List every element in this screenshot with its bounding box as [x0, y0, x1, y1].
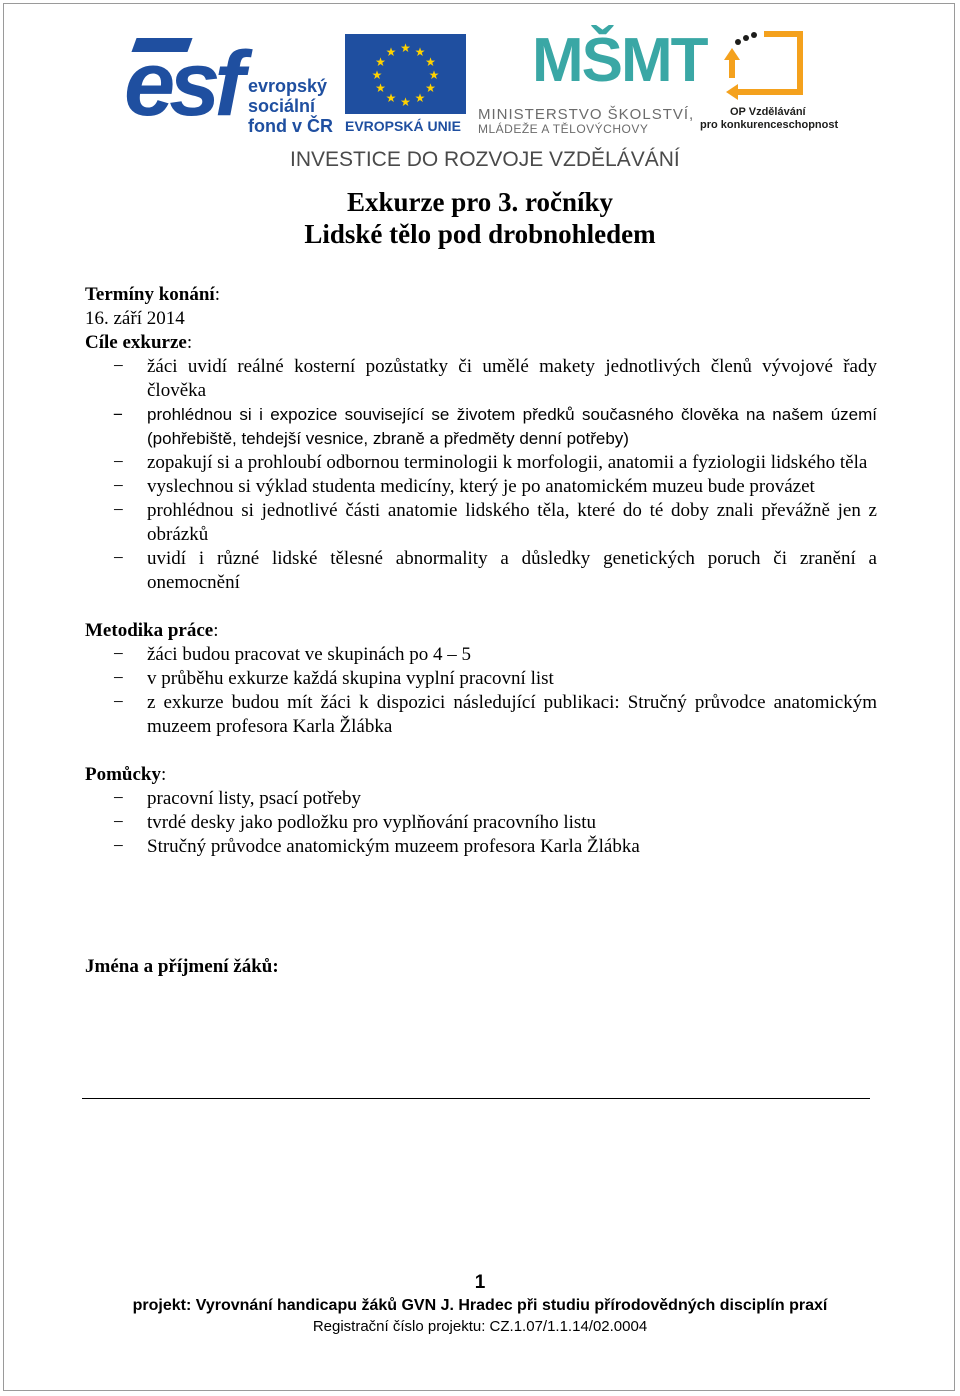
- project-name: projekt: Vyrovnání handicapu žáků GVN J. Hradec při studiu přírodovědných disciplín praxí: [132, 1297, 828, 1314]
- esf-line-1: evropský: [248, 76, 328, 96]
- svg-text:★: ★: [375, 81, 386, 95]
- list-item: − prohlédnou si i expozice související se životem předků současného člověka na našem území (pohřebiště, tehdejší vesnice, zbraně a předměty denní potřeby): [85, 403, 877, 451]
- list-item: − žáci budou pracovat ve skupinách po 4 – 5: [85, 643, 877, 667]
- page-number: 1: [474, 1272, 486, 1293]
- svg-text:★: ★: [400, 95, 411, 109]
- svg-text:★: ★: [400, 41, 411, 55]
- list-item: − žáci uvidí reálné kosterní pozůstatky či umělé makety jednotlivých členů vývojové řady člověka: [85, 355, 877, 403]
- names-write-line[interactable]: [82, 1098, 870, 1099]
- svg-text:★: ★: [371, 68, 383, 82]
- jmena-heading: Jména a příjmení žáků:: [85, 956, 279, 977]
- msmt-line-2: MLÁDEŽE A TĚLOVÝCHOVY: [478, 122, 649, 136]
- metodika-heading: Metodika práce:: [85, 620, 219, 641]
- svg-text:★: ★: [425, 55, 436, 69]
- svg-text:★: ★: [385, 91, 397, 105]
- eu-logo: [345, 34, 468, 136]
- op-logo: [698, 30, 838, 136]
- list-item: − uvidí i různé lidské tělesné abnormality a důsledky genetických poruch či zranění a onemocnění: [85, 547, 877, 595]
- logo-banner: [0, 0, 960, 180]
- svg-text:★: ★: [428, 68, 440, 82]
- eu-text: EVROPSKÁ UNIE: [345, 118, 461, 134]
- title-line-1: Exkurze pro 3. ročníky: [346, 187, 614, 217]
- svg-text:★: ★: [385, 45, 397, 59]
- svg-text:★: ★: [414, 45, 426, 59]
- eu-flag-icon: [345, 34, 466, 114]
- msmt-mark: MŠMT: [532, 26, 707, 95]
- list-item: − pracovní listy, psací potřeby: [85, 787, 877, 811]
- spacer: [85, 739, 877, 763]
- list-item: − vyslechnou si výklad studenta medicíny, který je po anatomickém muzeu bude provázet: [85, 475, 877, 499]
- list-item: − Stručný průvodce anatomickým muzeem profesora Karla Žlábka: [85, 835, 877, 859]
- op-years: 2007-13: [801, 54, 809, 84]
- cile-list: [85, 355, 877, 595]
- svg-text:★: ★: [425, 81, 436, 95]
- investice-slogan: INVESTICE DO ROZVOJE VZDĚLÁVÁNÍ: [290, 148, 680, 171]
- op-line-1: OP Vzdělávání: [730, 106, 806, 118]
- esf-line-2: sociální: [248, 96, 316, 116]
- list-item: − zopakují si a prohloubí odbornou terminologii k morfologii, anatomii a fyziologii lidského těla: [85, 451, 877, 475]
- page-footer: [0, 1271, 960, 1337]
- registration-number: Registrační číslo projektu: CZ.1.07/1.1.14/02.0004: [312, 1318, 648, 1335]
- cile-heading: Cíle exkurze:: [85, 332, 193, 353]
- terminy-value: 16. září 2014: [85, 308, 185, 329]
- document-title: [0, 186, 960, 250]
- esf-mark: esf: [124, 33, 239, 135]
- terminy-heading: Termíny konání:: [85, 284, 220, 305]
- msmt-line-1: MINISTERSTVO ŠKOLSTVÍ,: [478, 106, 695, 123]
- title-line-2: Lidské tělo pod drobnohledem: [304, 219, 656, 249]
- metodika-list: [85, 643, 877, 739]
- esf-logo: [124, 34, 339, 136]
- spacer: [85, 859, 877, 955]
- pomucky-heading: Pomůcky:: [85, 764, 167, 785]
- list-item: − prohlédnou si jednotlivé části anatomie lidského těla, které do té doby znali převážně jen z obrázků: [85, 499, 877, 547]
- svg-text:★: ★: [414, 91, 426, 105]
- pomucky-list: [85, 787, 877, 859]
- esf-text: [248, 76, 333, 136]
- op-text: [700, 106, 838, 132]
- msmt-logo: [476, 26, 707, 136]
- spacer: [85, 595, 877, 619]
- list-item: − tvrdé desky jako podložku pro vyplňování pracovního listu: [85, 811, 877, 835]
- list-item: − z exkurze budou mít žáci k dispozici následující publikaci: Stručný průvodce anatomickým muzeem profesora Karla Žlábka: [85, 691, 877, 739]
- list-item: − v průběhu exkurze každá skupina vyplní pracovní list: [85, 667, 877, 691]
- op-arrows-icon: [724, 30, 808, 100]
- op-line-2: pro konkurenceschopnost: [700, 119, 839, 131]
- document-body: [85, 283, 877, 979]
- svg-text:★: ★: [375, 55, 386, 69]
- esf-line-3: fond v ČR: [248, 116, 333, 136]
